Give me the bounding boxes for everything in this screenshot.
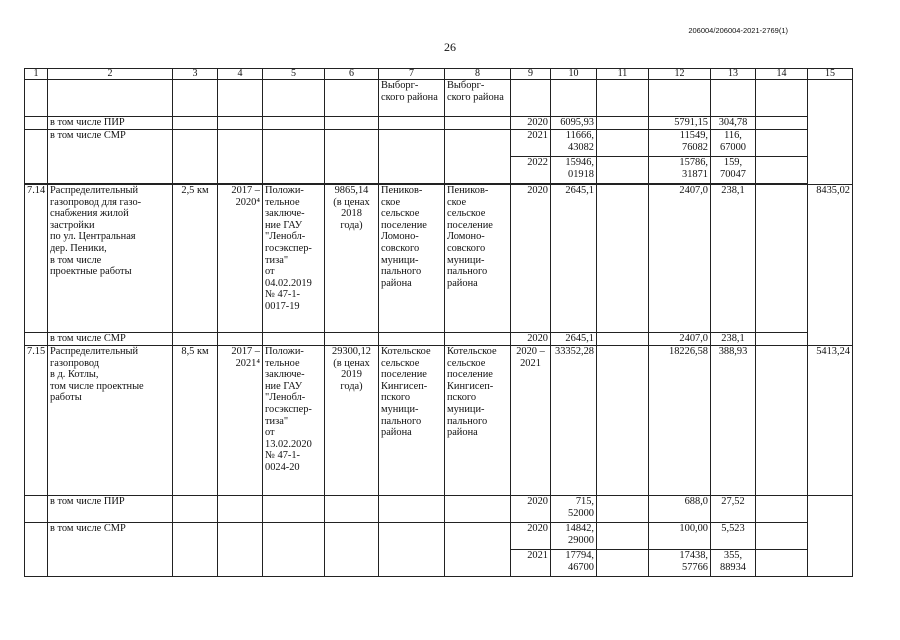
period-cell: 2017 – 2020⁴	[218, 185, 263, 333]
cost-cell: 29300,12 (в ценах 2019 года)	[325, 346, 379, 496]
customer-cell: Выборг- ского района	[445, 80, 511, 117]
value-cell: 5413,24	[808, 346, 853, 496]
row-label: в том числе СМР	[48, 130, 173, 184]
table-row	[25, 117, 853, 130]
customer-cell: Пеников- ское сельское поселение Ломоно- совского муници- пального района	[445, 185, 511, 333]
value-cell: 304,78	[711, 117, 756, 130]
row-label: в том числе СМР	[48, 333, 173, 346]
row-label: в том числе ПИР	[48, 496, 173, 523]
value-cell: 18226,58	[649, 346, 711, 496]
value-cell: 11549, 76082	[649, 130, 711, 157]
column-number: 12	[649, 69, 711, 80]
column-number: 11	[597, 69, 649, 80]
investment-table	[24, 68, 853, 577]
value-cell: 5,523	[711, 523, 756, 550]
value-cell: 15946, 01918	[551, 157, 597, 184]
value-cell: 2645,1	[551, 333, 597, 346]
municipality-cell: Пеников- ское сельское поселение Ломоно- совского муници- пального района	[379, 185, 445, 333]
length-cell: 2,5 км	[173, 185, 218, 333]
value-cell: 5791,15	[649, 117, 711, 130]
value-cell: 2407,0	[649, 333, 711, 346]
value-cell: 238,1	[711, 185, 756, 333]
row-number: 7.15	[25, 346, 48, 496]
column-number: 15	[808, 69, 853, 80]
value-cell: 159, 70047	[711, 157, 756, 184]
table-row	[25, 333, 853, 346]
value-cell: 100,00	[649, 523, 711, 550]
expertise-cell: Положи- тельное заключе- ние ГАУ "Ленобл- госэкспер- тиза" от 13.02.2020 № 47-1- 0024-20	[263, 346, 325, 496]
year-cell: 2021	[511, 550, 551, 577]
year-cell: 2020	[511, 496, 551, 523]
object-name: Распределительный газопровод для газо- снабжения жилой застройки по ул. Центральная дер. Пеники, в том числе проектные работы	[48, 185, 173, 333]
column-number: 14	[756, 69, 808, 80]
table-row	[25, 130, 853, 157]
value-cell: 33352,28	[551, 346, 597, 496]
year-cell: 2020 – 2021	[511, 346, 551, 496]
value-cell: 355, 88934	[711, 550, 756, 577]
column-number-row	[25, 69, 853, 80]
value-cell: 688,0	[649, 496, 711, 523]
column-number: 8	[445, 69, 511, 80]
year-cell: 2020	[511, 333, 551, 346]
year-cell: 2022	[511, 157, 551, 184]
value-cell: 238,1	[711, 333, 756, 346]
value-cell: 2645,1	[551, 185, 597, 333]
row-number: 7.14	[25, 185, 48, 333]
column-number: 3	[173, 69, 218, 80]
table-row	[25, 80, 853, 117]
year-cell: 2020	[511, 523, 551, 550]
expertise-cell: Положи- тельное заключе- ние ГАУ "Ленобл- госэкспер- тиза" от 04.02.2019 № 47-1- 0017-19	[263, 185, 325, 333]
row-label: в том числе ПИР	[48, 117, 173, 130]
column-number: 9	[511, 69, 551, 80]
table-row	[25, 496, 853, 523]
value-cell: 17438, 57766	[649, 550, 711, 577]
column-number: 13	[711, 69, 756, 80]
value-cell: 14842, 29000	[551, 523, 597, 550]
municipality-cell: Котельское сельское поселение Кингисеп- пского муници- пального района	[379, 346, 445, 496]
column-number: 7	[379, 69, 445, 80]
cost-cell: 9865,14 (в ценах 2018 года)	[325, 185, 379, 333]
length-cell: 8,5 км	[173, 346, 218, 496]
value-cell: 2407,0	[649, 185, 711, 333]
page-number: 26	[444, 40, 456, 54]
value-cell: 6095,93	[551, 117, 597, 130]
column-number: 1	[25, 69, 48, 80]
value-cell: 17794, 46700	[551, 550, 597, 577]
column-number: 10	[551, 69, 597, 80]
object-name: Распределительный газопровод в д. Котлы, том числе проектные работы	[48, 346, 173, 496]
year-cell: 2021	[511, 130, 551, 157]
column-number: 2	[48, 69, 173, 80]
table-row	[25, 523, 853, 550]
value-cell: 27,52	[711, 496, 756, 523]
column-number: 5	[263, 69, 325, 80]
column-number: 4	[218, 69, 263, 80]
value-cell: 715, 52000	[551, 496, 597, 523]
value-cell: 388,93	[711, 346, 756, 496]
value-cell: 8435,02	[808, 185, 853, 346]
document-id: 206004/206004-2021-2769(1)	[688, 26, 788, 35]
value-cell: 11666, 43082	[551, 130, 597, 157]
row-label: в том числе СМР	[48, 523, 173, 577]
table-row	[25, 346, 853, 496]
value-cell: 15786, 31871	[649, 157, 711, 184]
year-cell: 2020	[511, 185, 551, 333]
municipality-cell: Выборг- ского района	[379, 80, 445, 117]
column-number: 6	[325, 69, 379, 80]
customer-cell: Котельское сельское поселение Кингисеп- пского муници- пального района	[445, 346, 511, 496]
value-cell: 116, 67000	[711, 130, 756, 157]
year-cell: 2020	[511, 117, 551, 130]
period-cell: 2017 – 2021⁴	[218, 346, 263, 496]
table-row	[25, 185, 853, 333]
